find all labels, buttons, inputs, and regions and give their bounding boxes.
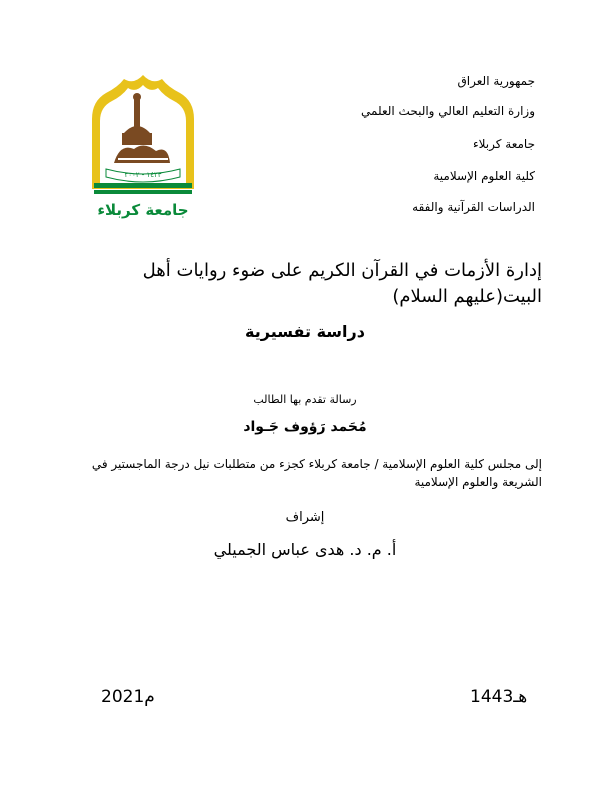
header-republic: جمهورية العراق bbox=[457, 74, 535, 88]
gregorian-year: 2021م bbox=[101, 687, 155, 707]
supervisor-name: أ. م. د. هدى عباس الجميلي bbox=[213, 540, 397, 559]
council-statement: إلى مجلس كلية العلوم الإسلامية / جامعة كربلاء كجزء من متطلبات نيل درجة الماجستير في الشريعة والعلوم الإسلامية bbox=[91, 457, 542, 489]
presented-by-label: رسالة تقدم بها الطالب bbox=[253, 393, 357, 406]
header-ministry: وزارة التعليم العالي والبحث العلمي bbox=[361, 104, 535, 118]
supervision-label: إشراف bbox=[285, 510, 325, 525]
header-department: الدراسات القرآنية والفقه bbox=[412, 200, 535, 214]
university-emblem-icon bbox=[84, 71, 202, 223]
header-university: جامعة كربلاء bbox=[472, 137, 535, 151]
student-name: مُحَمد رَؤوف جَـواد bbox=[243, 419, 367, 435]
logo-years-text: ١٤٢٣ - ٢٠٠٢ bbox=[124, 171, 162, 179]
thesis-title: إدارة الأزمات في القرآن الكريم على ضوء روايات أهل البيت(عليهم السلام) bbox=[142, 260, 542, 307]
university-logo bbox=[84, 71, 202, 223]
hijri-year: 1443هـ bbox=[470, 687, 528, 707]
logo-name-text: جامعة كربلاء bbox=[97, 201, 189, 219]
thesis-subtitle: دراسة تفسيرية bbox=[245, 322, 365, 341]
header-college: كلية العلوم الإسلامية bbox=[433, 169, 535, 183]
